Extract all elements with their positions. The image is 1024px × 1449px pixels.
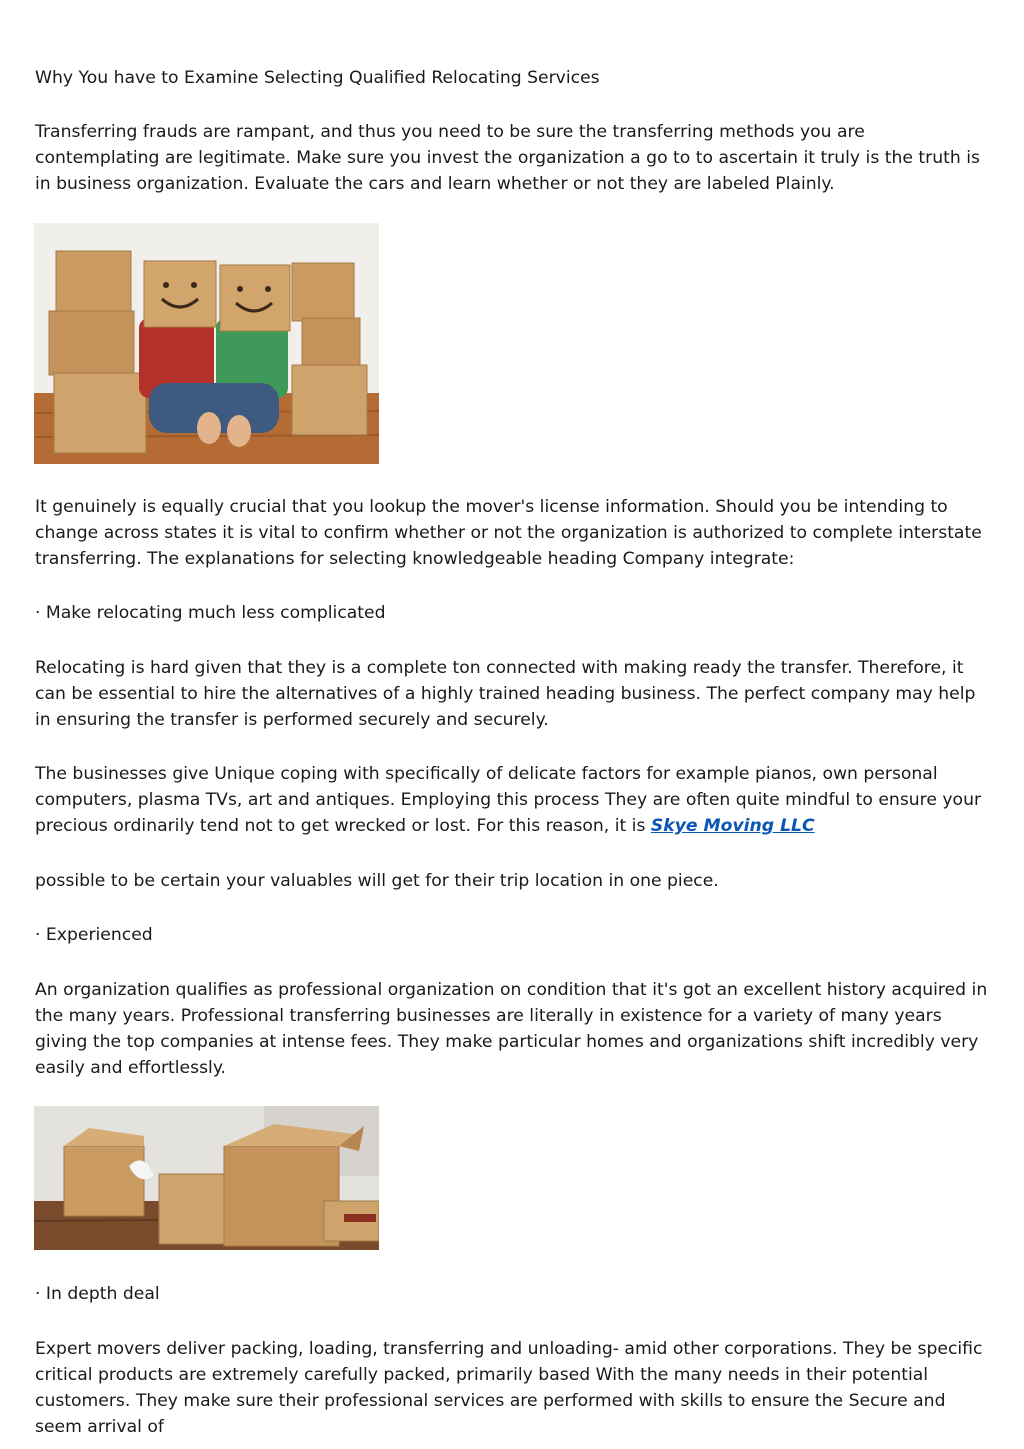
- bullet-less-complicated: · Make relocating much less complicated: [35, 603, 386, 623]
- people-with-boxes-on-heads-photo: [34, 223, 379, 464]
- paragraph-expert-movers: Expert movers deliver packing, loading, transferring and unloading- amid other corporations. They be specific critical products are extremely carefully packed, primarily based With the many needs in their potential customers. They make sure their professional services are performed with skills to ensure the Secure and seem arrival of: [35, 1339, 983, 1437]
- skye-moving-link[interactable]: Skye Moving LLC: [650, 816, 815, 836]
- cardboard-boxes-on-floor-photo: [34, 1106, 379, 1250]
- paragraph-valuables: possible to be certain your valuables will get for their trip location in one piece.: [35, 871, 719, 891]
- paragraph-professional: An organization qualifies as professional organization on condition that it's got an excellent history acquired in the many years. Professional transferring businesses are literally in existence for a variety of many years giving the top companies at intense fees. They make particular homes and organizations shift incredibly very easily and effortlessly.: [35, 980, 988, 1078]
- paragraph-unique-coping-text: The businesses give Unique coping with specifically of delicate factors for example pianos, own personal computers, plasma TVs, art and antiques. Employing this process They are often quite mindful to ensure your precious ordinarily tend not to get wrecked or lost. For this reason, it is: [35, 764, 982, 836]
- article-title: Why You have to Examine Selecting Qualified Relocating Services: [35, 68, 600, 88]
- bullet-in-depth-deal: · In depth deal: [35, 1284, 160, 1304]
- bullet-experienced: · Experienced: [35, 925, 153, 945]
- paragraph-license: It genuinely is equally crucial that you lookup the mover's license information. Should you be intending to change across states it is vital to confirm whether or not the organization is authorized to complete interstate transferring. The explanations for selecting knowledgeable heading Company integrate:: [35, 497, 982, 569]
- paragraph-unique-coping: [35, 761, 993, 839]
- paragraph-scams: Transferring frauds are rampant, and thus you need to be sure the transferring methods you are contemplating are legitimate. Make sure you invest the organization a go to to ascertain it truly is the truth is in business organization. Evaluate the cars and learn whether or not they are labeled Plainly.: [35, 122, 980, 194]
- paragraph-relocating-hard: Relocating is hard given that they is a complete ton connected with making ready the transfer. Therefore, it can be essential to hire the alternatives of a highly trained heading business. The perfect company may help in ensuring the transfer is performed securely and securely.: [35, 658, 976, 730]
